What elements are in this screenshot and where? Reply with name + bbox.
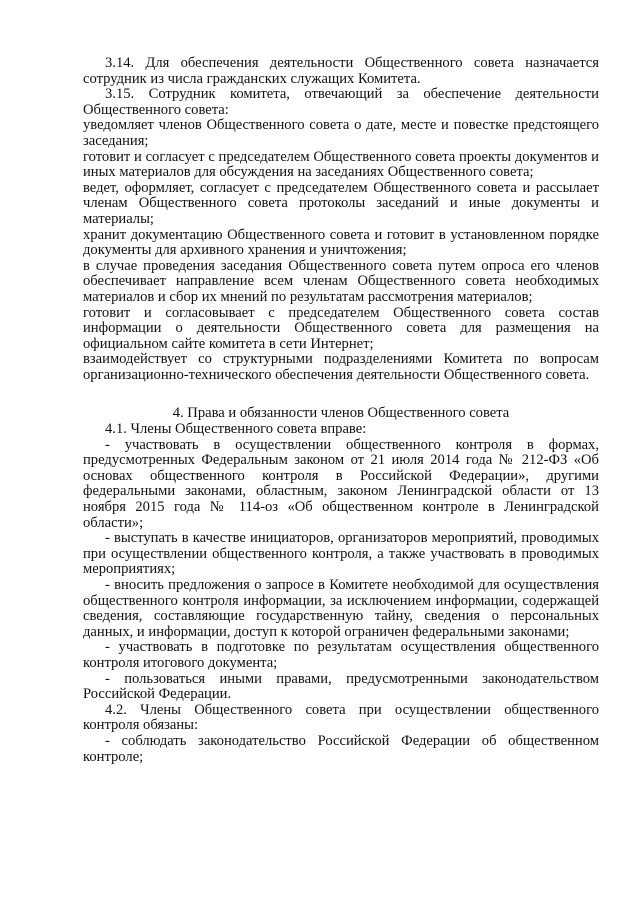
rights-item-1: - участвовать в осуществлении общественного контроля в формах, предусмотренных Федеральным законом от 21 июля 2014 года № 212-ФЗ «Об основах общественного контроля в Российской Федерации», другими федеральными законами, областным, законом Ленинградской области от 13 ноября 2015 года № 114-оз «Об общественном контроле в Ленинградской области»; [83, 436, 599, 531]
duty-item-7: взаимодействует со структурными подразделениями Комитета по вопросам организационно-технического обеспечения деятельности Общественного совета. [83, 351, 599, 383]
paragraph-4-1: 4.1. Члены Общественного совета вправе: [105, 421, 367, 438]
rights-item-4: - участвовать в подготовке по результатам осуществления общественного контроля итогового документа; [83, 639, 599, 671]
obligations-item-1: - соблюдать законодательство Российской Федерации об общественном контроле; [83, 732, 599, 765]
duty-item-6: готовит и согласовывает с председателем Общественного совета состав информации о деятельности Общественного совета для размещения на официальном сайте комитета в сети Интернет; [83, 304, 599, 352]
duty-item-1: уведомляет членов Общественного совета о дате, месте и повестке предстоящего заседания; [83, 117, 599, 149]
paragraph-4-2: 4.2. Члены Общественного совета при осуществлении общественного контроля обязаны: [83, 701, 599, 734]
duty-item-2: готовит и согласует с председателем Общественного совета проекты документов и иных материалов для обсуждения на заседаниях Общественного совета; [83, 148, 599, 181]
duty-item-3: ведет, оформляет, согласует с председателем Общественного совета и рассылает членам Общественного совета протоколы заседаний и иные документы и материалы; [83, 179, 599, 227]
paragraph-3-14: 3.14. Для обеспечения деятельности Общественного совета назначается сотрудник из числа гражданских служащих Комитета. [83, 55, 599, 87]
duty-item-4: хранит документацию Общественного совета и готовит в установленном порядке документы для архивного хранения и уничтожения; [83, 226, 599, 259]
rights-item-5: - пользоваться иными правами, предусмотренными законодательством Российской Федерации. [83, 670, 599, 703]
rights-item-3: - вносить предложения о запросе в Комитете необходимой для осуществления общественного контроля информации, за исключением информации, содержащей сведения, составляющие государственную тайну, сведения о персональных данных, и информации, доступ к которой ограничен федеральными законами; [83, 577, 599, 640]
rights-item-2: - выступать в качестве инициаторов, организаторов мероприятий, проводимых при осуществлении общественного контроля, а также участвовать в проводимых мероприятиях; [83, 530, 599, 578]
document-page [83, 56, 599, 765]
section-4-heading: 4. Права и обязанности членов Общественного совета [172, 405, 510, 422]
duty-item-5: в случае проведения заседания Общественного совета путем опроса его членов обеспечивает направление всем членам Общественного совета необходимых материалов и сбор их мнений по результатам рассмотрения материалов; [83, 257, 599, 305]
paragraph-3-15: 3.15. Сотрудник комитета, отвечающий за обеспечение деятельности Общественного совета: [83, 86, 599, 118]
